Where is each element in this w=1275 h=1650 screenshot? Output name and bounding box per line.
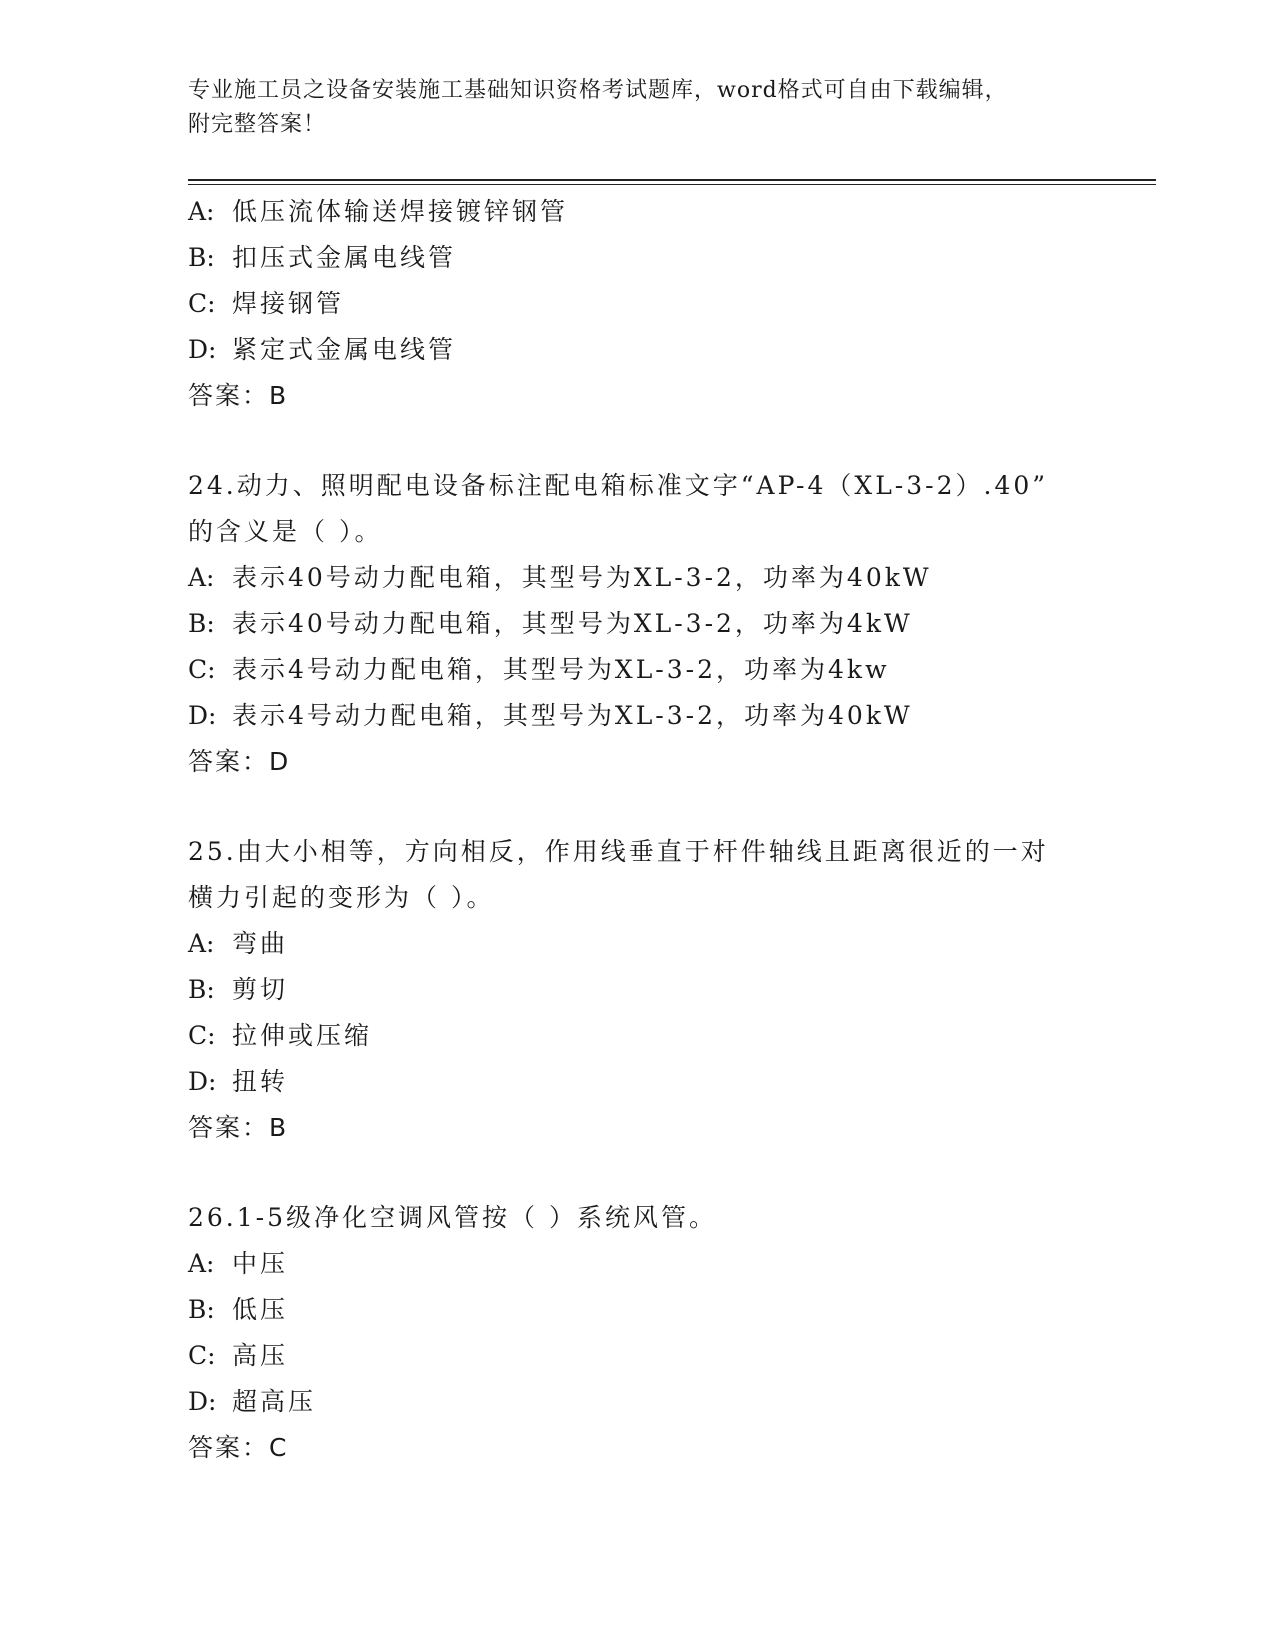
answer: 答案：D: [188, 747, 291, 776]
option-b: B: 低压: [188, 1295, 289, 1324]
option-b: B: 扣压式金属电线管: [188, 243, 457, 272]
option-d: D: 紧定式金属电线管: [188, 335, 457, 364]
option-c: C: 焊接钢管: [188, 289, 345, 318]
option-a: A: 表示40号动力配电箱，其型号为XL-3-2，功率为40kW: [188, 563, 932, 592]
question-24: [188, 463, 1128, 785]
option-d: D: 表示4号动力配电箱，其型号为XL-3-2，功率为40kW: [188, 701, 913, 730]
question-stem-line-1: 25.由大小相等，方向相反，作用线垂直于杆件轴线且距离很近的一对: [188, 837, 1049, 866]
question-23-continued: [188, 189, 1128, 419]
question-25: [188, 829, 1128, 1151]
option-b: B: 剪切: [188, 975, 289, 1004]
header-line-2: 附完整答案！: [188, 112, 327, 137]
option-a: A: 低压流体输送焊接镀锌钢管: [188, 197, 569, 226]
option-d: D: 扭转: [188, 1067, 289, 1096]
answer: 答案：B: [188, 381, 289, 410]
header-divider-thin: [188, 184, 1156, 185]
answer: 答案：B: [188, 1113, 289, 1142]
spacer: [188, 1151, 1128, 1195]
question-stem-line-1: 24.动力、照明配电设备标注配电箱标准文字“AP-4（XL-3-2）.40”: [188, 471, 1049, 500]
answer: 答案：C: [188, 1433, 289, 1462]
question-stem-line-2: 横力引起的变形为（ ）。: [188, 883, 495, 912]
option-c: C: 表示4号动力配电箱，其型号为XL-3-2，功率为4kw: [188, 655, 890, 684]
question-26: [188, 1195, 1128, 1471]
spacer: [188, 419, 1128, 463]
option-c: C: 高压: [188, 1341, 289, 1370]
option-d: D: 超高压: [188, 1387, 317, 1416]
header-divider-thick: [188, 179, 1156, 181]
option-a: A: 中压: [188, 1249, 289, 1278]
question-stem-line-1: 26.1-5级净化空调风管按（ ）系统风管。: [188, 1203, 717, 1232]
option-a: A: 弯曲: [188, 929, 289, 958]
header-line-1: 专业施工员之设备安装施工基础知识资格考试题库，word格式可自由下载编辑，: [188, 78, 1008, 103]
option-c: C: 拉伸或压缩: [188, 1021, 373, 1050]
document-header: [188, 74, 1088, 142]
option-b: B: 表示40号动力配电箱，其型号为XL-3-2，功率为4kW: [188, 609, 913, 638]
question-stem-line-2: 的含义是（ ）。: [188, 517, 383, 546]
question-list: [188, 189, 1128, 1471]
spacer: [188, 785, 1128, 829]
